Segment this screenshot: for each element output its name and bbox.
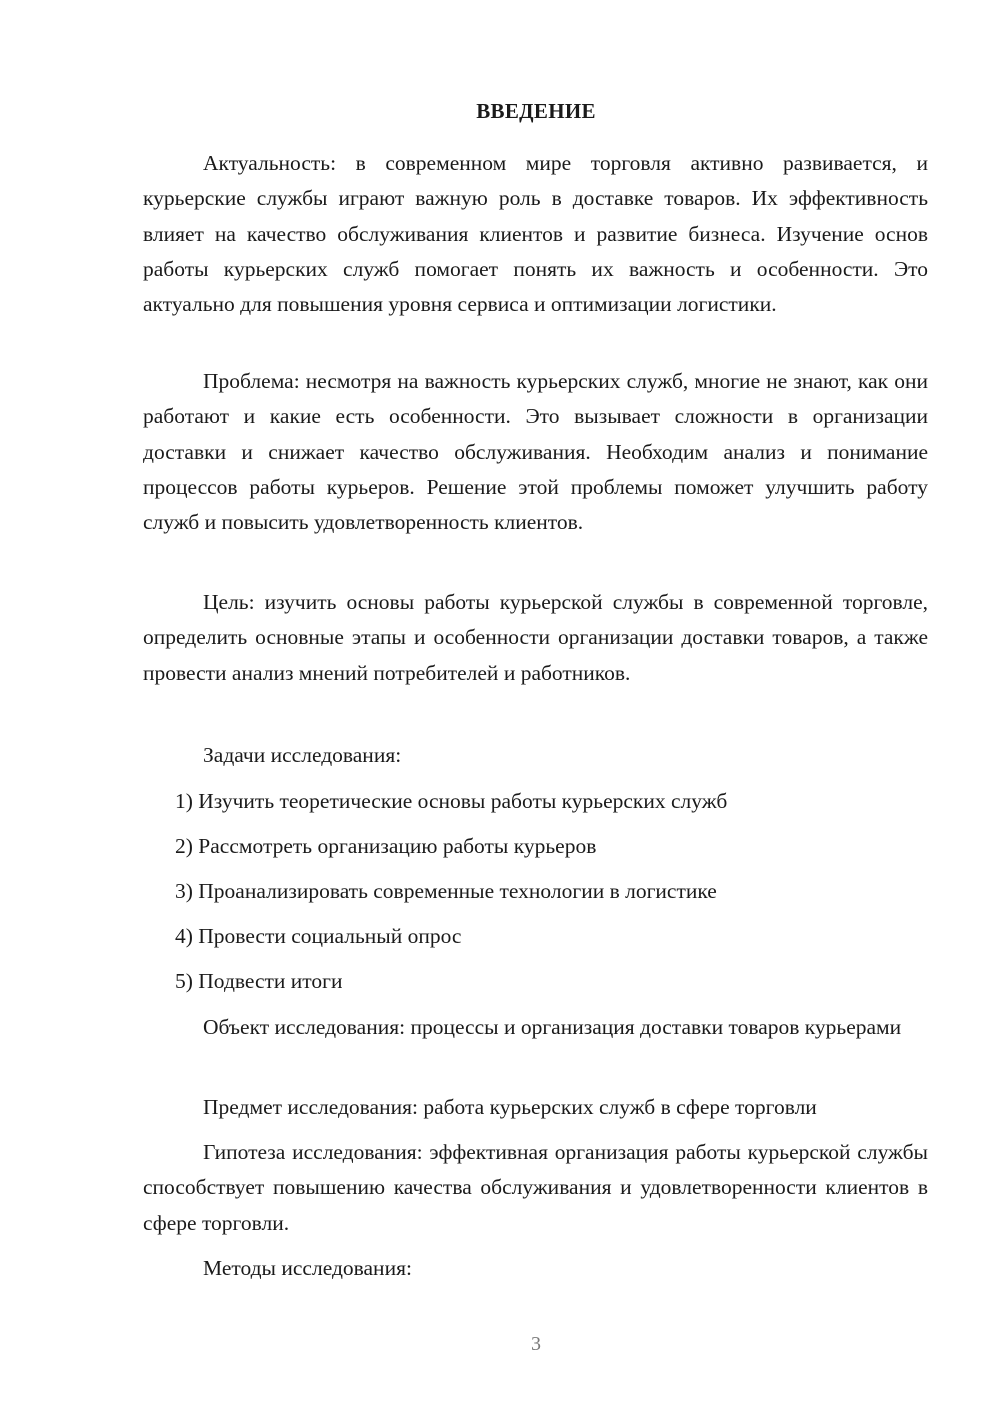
problem-paragraph: Проблема: несмотря на важность курьерских служб, многие не знают, как они работают и какие есть особенности. Это вызывает сложности в организации доставки и снижает качество обслуживания. Необходим анализ и понимание процессов работы курьеров. Решение этой проблемы поможет улучшить работу служб и повысить удовлетворенность клиентов. bbox=[143, 369, 928, 535]
task-item-2: 2) Рассмотреть организацию работы курьеров bbox=[175, 834, 597, 858]
hypothesis-paragraph: Гипотеза исследования: эффективная организация работы курьерской службы способствует повышению качества обслуживания и удовлетворенности клиентов в сфере торговли. bbox=[143, 1140, 928, 1235]
task-item-3: 3) Проанализировать современные технологии в логистике bbox=[175, 879, 717, 903]
task-item-1: 1) Изучить теоретические основы работы курьерских служб bbox=[175, 789, 728, 813]
section-heading: ВВЕДЕНИЕ bbox=[476, 99, 596, 123]
relevance-paragraph: Актуальность: в современном мире торговля активно развивается, и курьерские службы играют важную роль в доставке товаров. Их эффективность влияет на качество обслуживания клиентов и развитие бизнеса. Изучение основ работы курьерских служб помогает понять их важность и особенности. Это актуально для повышения уровня сервиса и оптимизации логистики. bbox=[143, 151, 928, 317]
object-paragraph: Объект исследования: процессы и организация доставки товаров курьерами bbox=[203, 1015, 902, 1039]
methods-heading: Методы исследования: bbox=[203, 1256, 412, 1280]
task-item-4: 4) Провести социальный опрос bbox=[175, 924, 462, 948]
subject-paragraph: Предмет исследования: работа курьерских служб в сфере торговли bbox=[203, 1095, 817, 1119]
task-item-5: 5) Подвести итоги bbox=[175, 969, 343, 993]
page-number: 3 bbox=[531, 1333, 541, 1355]
goal-paragraph: Цель: изучить основы работы курьерской службы в современной торговле, определить основные этапы и особенности организации доставки товаров, а также провести анализ мнений потребителей и работников. bbox=[143, 590, 928, 685]
tasks-heading: Задачи исследования: bbox=[203, 743, 402, 767]
